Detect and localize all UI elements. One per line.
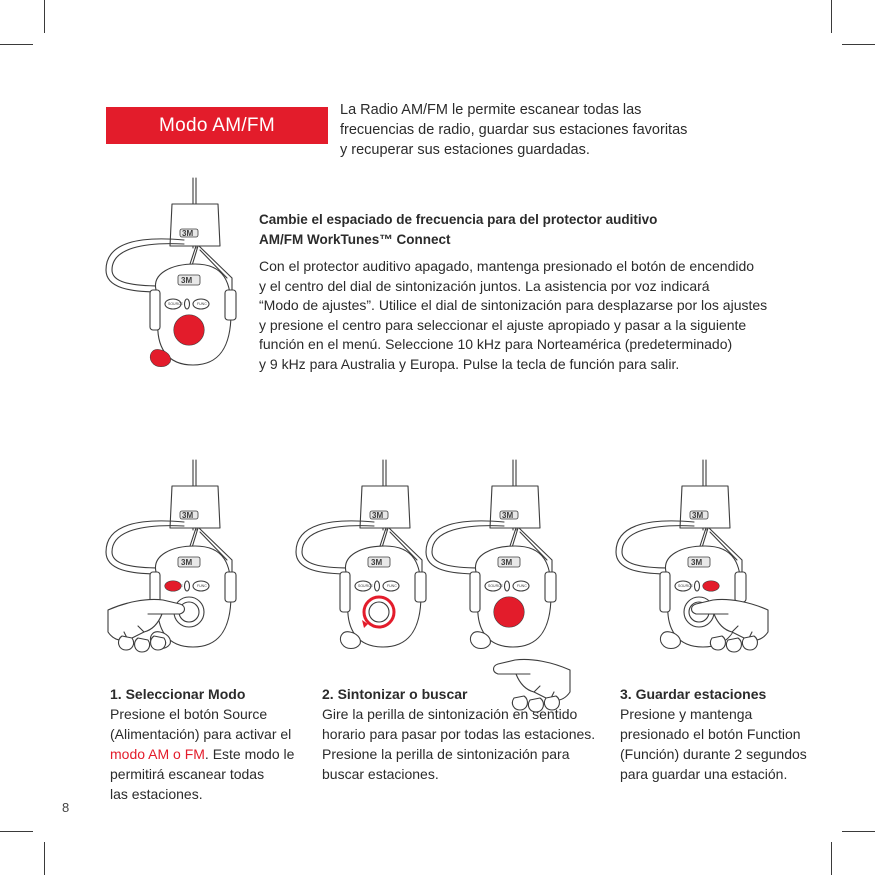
section-label: Modo AM/FM (159, 114, 275, 136)
step-1-text-before: Presione el botón Source (Alimentación) para activar el (110, 706, 292, 742)
section-badge (106, 107, 328, 144)
dial-press-highlight (494, 597, 524, 627)
step-1-text-after: . Este modo le permitirá escanear todas las estaciones. (110, 746, 295, 802)
intro-text: La Radio AM/FM le permite escanear todas las frecuencias de radio, guardar sus estaciones favoritas y recuperar sus estaciones guardadas. (340, 102, 688, 158)
step-3 (620, 684, 820, 784)
crop-mark (44, 842, 45, 875)
crop-mark (0, 44, 33, 45)
step-3-text: Presione y mantenga presionado el botón Function (Función) durante 2 segundos para guardar una estación. (620, 706, 807, 782)
step-2 (322, 684, 602, 784)
step-2-title: 2. Sintonizar o buscar (322, 686, 468, 702)
function-button-highlight (703, 581, 719, 591)
step-2-press-illustration (420, 460, 570, 670)
step-3-illustration (610, 460, 760, 670)
crop-mark (842, 831, 875, 832)
crop-mark (44, 0, 45, 33)
page-number: 8 (62, 800, 70, 815)
frequency-spacing-body: Con el protector auditivo apagado, mantenga presionado el botón de encendido y el centro del dial de sintonización juntos. La asistencia por voz indicará “Modo de ajustes”. Utilice el dial de sintonización para desplazarse por los ajustes y presione el centro para seleccionar el ajuste apropiado y pasar a la siguiente función en el menú. Seleccione 10 kHz para Norteamérica (predeterminado) y 9 kHz para Australia y Europa. Pulse la tecla de función para salir. (259, 258, 768, 372)
protector-power-dial-illustration (100, 178, 250, 388)
step-2-rotate-illustration (290, 460, 440, 670)
step-1-highlight: modo AM o FM (110, 746, 205, 762)
crop-mark (831, 0, 832, 33)
crop-mark (842, 44, 875, 45)
step-1 (110, 684, 310, 804)
source-button-highlight (165, 581, 181, 591)
crop-mark (0, 831, 33, 832)
step-1-illustration (100, 460, 250, 670)
step-1-title: 1. Seleccionar Modo (110, 686, 246, 702)
dial-pressed-highlight (174, 315, 204, 345)
step-2-text: Gire la perilla de sintonización en sentido horario para pasar por todas las estaciones. Presione la perilla de sintonización para buscar estaciones. (322, 706, 596, 782)
crop-mark (831, 842, 832, 875)
frequency-spacing-title: Cambie el espaciado de frecuencia para del protector auditivo AM/FM WorkTunes™ Connect (259, 212, 658, 247)
step-3-title: 3. Guardar estaciones (620, 686, 767, 702)
